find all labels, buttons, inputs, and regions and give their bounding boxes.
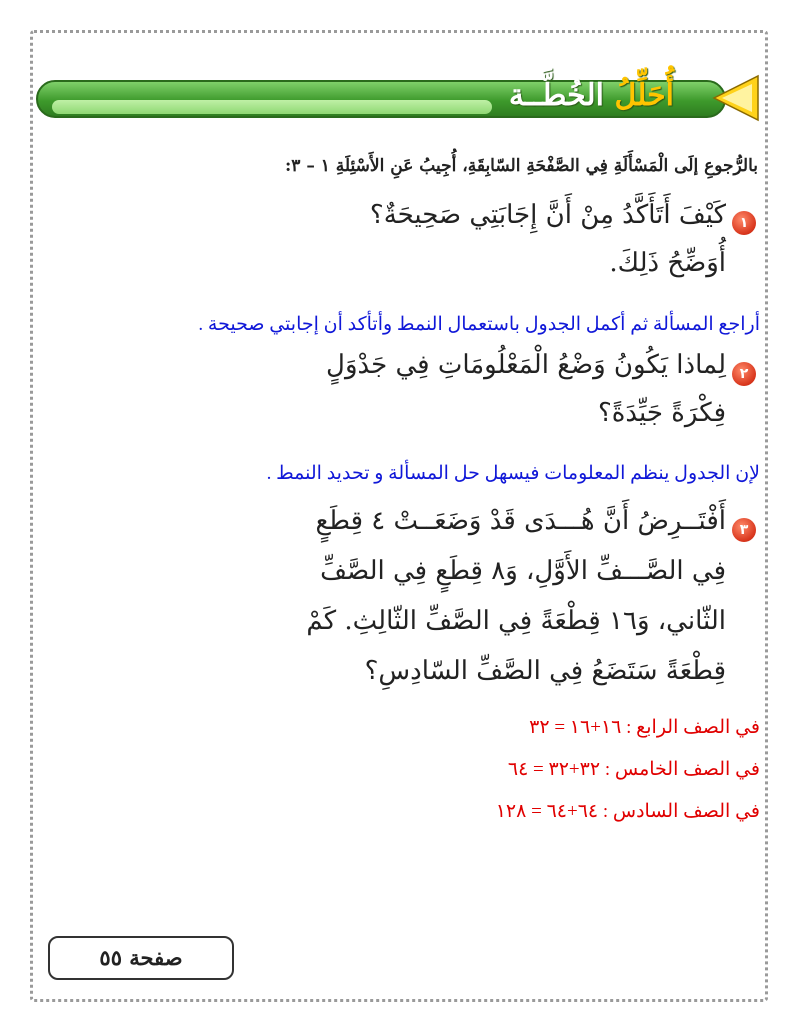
banner-title-accent: أُحَلِّلُ: [614, 78, 674, 113]
question-1-answer: أراجع المسألة ثم أكمل الجدول باستعمال النمط وأتأكد أن إجابتي صحيحة .: [198, 314, 760, 335]
question-3-line-1: أَفْتَــرِضُ أَنَّ هُـــدَى قَدْ وَضَعَــتْ ٤ قِطَعٍ: [315, 506, 726, 536]
banner-highlight: [52, 100, 492, 114]
question-2-line-1: لِماذا يَكُونُ وَضْعُ الْمَعْلُومَاتِ فِي جَدْوَلٍ: [326, 350, 726, 380]
question-3-line-3: الثّاني، وَ١٦ قِطْعَةً فِي الصَّفِّ الثّالِثِ. كَمْ: [306, 606, 726, 636]
arrow-icon: [706, 72, 762, 124]
question-3-line-4: قِطْعَةً سَتَضَعُ فِي الصَّفِّ السّادِسِ؟: [364, 656, 726, 686]
question-3-number: ٣: [732, 518, 756, 542]
question-2-number: ٢: [732, 362, 756, 386]
question-1-line-2: أُوَضِّحُ ذَلِكَ.: [609, 248, 726, 278]
work-line-row-6: في الصف السادس : ٦٤+٦٤ = ١٢٨: [495, 801, 760, 822]
work-line-row-4: في الصف الرابع : ١٦+١٦ = ٣٢: [529, 717, 760, 738]
banner-title: [509, 78, 674, 113]
question-3-line-2: فِي الصَّـــفِّ الأَوَّلِ، وَ٨ قِطَعٍ فِي الصَّفِّ: [320, 556, 726, 586]
banner-title-main: الخُطَّــة: [508, 78, 605, 113]
page-number-badge: صفحة ٥٥: [48, 936, 234, 980]
instructions-text: بالرُّجوعِ إلَى الْمَسْأَلَةِ فِي الصَّفْحَةِ السّابِقَةِ، أُجِيبُ عَنِ الأَسْئِلَةِ ١ – ٣:: [284, 156, 758, 176]
question-2-line-2: فِكْرَةً جَيِّدَةً؟: [597, 398, 726, 428]
question-1-number: ١: [732, 211, 756, 235]
section-banner: [36, 72, 762, 124]
work-line-row-5: في الصف الخامس : ٣٢+٣٢ = ٦٤: [507, 759, 760, 780]
question-1-line-1: كَيْفَ أَتَأَكَّدُ مِنْ أَنَّ إِجَابَتِي صَحِيحَةٌ؟: [369, 200, 726, 230]
question-2-answer: لإن الجدول ينظم المعلومات فيسهل حل المسألة و تحديد النمط .: [266, 463, 760, 484]
